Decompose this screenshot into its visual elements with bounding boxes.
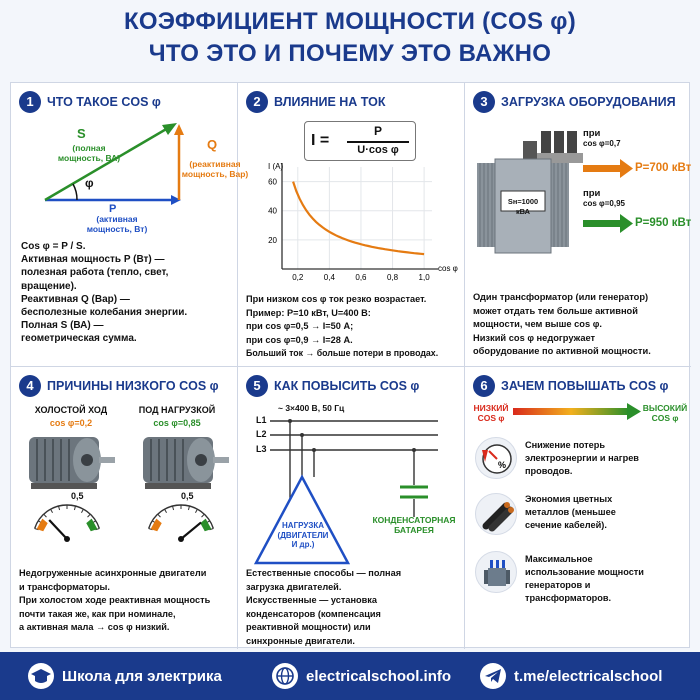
power-triangle-diagram: [11, 83, 237, 233]
p-label: P: [109, 203, 117, 215]
panel-number: 3: [473, 91, 495, 113]
phase-l3: L3: [256, 444, 267, 454]
nameplate: Sн=1000 кВА: [507, 197, 539, 216]
gauge-left-tick: [51, 509, 53, 513]
x-tick-label: 0,2: [292, 273, 304, 282]
low-cos-label: НИЗКИЙ COS φ: [473, 403, 509, 423]
case-2-power: P=950 кВт: [635, 217, 692, 229]
panel-title: ВЛИЯНИЕ НА ТОК: [274, 95, 386, 109]
gauge-left-tick: [81, 509, 83, 513]
benefit-item-3: Максимальное использование мощности генераторов и трансформаторов.: [525, 554, 644, 603]
panel-number: 4: [19, 375, 41, 397]
x-tick-label: 0,8: [386, 273, 399, 282]
panel-what-is-cos: [11, 83, 249, 366]
benefit-item-2: Экономия цветных металлов (меньшее сечение кабелей).: [525, 494, 616, 530]
y-tick-label: 60: [268, 177, 277, 187]
gauge-left-mid: 0,5: [71, 491, 84, 501]
y-tick-label: 20: [268, 235, 277, 245]
gauge-left-tick: [88, 514, 91, 517]
footer-telegram-link[interactable]: t.me/electricalschool: [480, 662, 662, 690]
graduation-cap-icon: [28, 663, 54, 689]
high-cos-label: ВЫСОКИЙ COS φ: [642, 403, 688, 423]
footer-bar: [0, 652, 700, 700]
y-tick-label: 40: [268, 206, 277, 216]
phi-label: φ: [85, 176, 94, 190]
title-line-1: КОЭФФИЦИЕНТ МОЩНОСТИ (COS φ): [123, 8, 577, 35]
gradient-arrow: [465, 367, 691, 437]
phase-l1: L1: [256, 415, 267, 425]
motor-load-icon: [143, 437, 229, 489]
panel-title: ЧТО ТАКОЕ COS φ: [47, 95, 161, 109]
gauge-left-tick: [74, 506, 75, 510]
gauge-right-tick: [188, 506, 189, 510]
transformer-icon: [475, 551, 517, 593]
load-label: НАГРУЗКА (ДВИГАТЕЛИ И др.): [277, 521, 329, 549]
capacitor-label: КОНДЕНСАТОРНАЯ БАТАРЕЯ: [372, 515, 456, 535]
s-description: (полная мощность, ВА): [57, 143, 121, 163]
panel-low-cos-causes: [11, 367, 237, 650]
y-axis-label: I (А): [268, 162, 284, 171]
footer-school[interactable]: Школа для электрика: [28, 662, 222, 690]
gauge-left-needle: [49, 520, 67, 539]
panel-title: КАК ПОВЫСИТЬ COS φ: [274, 379, 420, 393]
gauge-left-tick: [59, 506, 60, 510]
panel-body: При низком cos φ ток резко возрастает. Пример: P=10 кВт, U=400 В: при cos φ=0,5 → I=50 А; при cos φ=0,9 → I=28 А. Больший ток → больше потери в проводах.: [246, 294, 439, 358]
panel-title: ЗАЧЕМ ПОВЫШАТЬ COS φ: [501, 379, 669, 393]
panel-current-effect: [238, 83, 464, 366]
supply-label: ~ 3×400 В, 50 Гц: [278, 403, 345, 413]
panel-body: Недогруженные асинхронные двигатели и трансформаторы. При холостом ходе реактивная мощность почти такая же, как при номинале, а активная мала → cos φ низкий.: [19, 568, 211, 632]
x-tick-label: 0,6: [355, 273, 367, 282]
gauge-right-tick: [165, 509, 167, 513]
gauge-right-tick: [202, 514, 205, 517]
panel-body: Естественные способы — полная загрузка двигателей. Искусственные — установка конденсаторов (компенсация реактивной мощности) или синхронные двигатели.: [246, 568, 402, 646]
panel-title: ПРИЧИНЫ НИЗКОГО COS φ: [47, 379, 219, 393]
x-tick-label: 0,4: [323, 273, 335, 282]
s-label: S: [77, 126, 86, 141]
panel-how-to-improve: [238, 367, 464, 650]
q-description: (реактивная мощность, Вар): [181, 159, 249, 179]
gauge-right-needle: [181, 522, 201, 539]
globe-icon: [272, 663, 298, 689]
idle-label: ХОЛОСТОЙ ХОД cos φ=0,2: [34, 405, 108, 428]
case-2-label: при cos φ=0,95: [583, 188, 625, 208]
cos-gauges: [11, 487, 237, 567]
x-axis-label: cos φ: [438, 264, 458, 273]
panel-why-improve: [465, 367, 691, 650]
panel-number: 1: [19, 91, 41, 113]
panel-number: 5: [246, 375, 268, 397]
panel-equipment-load: [465, 83, 691, 366]
gauge-left-pivot: [64, 536, 70, 542]
panel-number: 2: [246, 91, 268, 113]
current-formula: I = P U·cos φ: [304, 121, 416, 161]
gauge-right-tick: [173, 506, 174, 510]
case-1-label: при cos φ=0,7: [583, 128, 621, 148]
x-tick-label: 1,0: [418, 273, 430, 282]
infographic-grid: [10, 82, 690, 648]
gauge-right-tick: [158, 514, 161, 517]
load-label: ПОД НАГРУЗКОЙ cos φ=0,85: [138, 405, 216, 428]
cable-icon: [475, 493, 517, 535]
page-title: [0, 6, 700, 70]
title-line-2: ЧТО ЭТО И ПОЧЕМУ ЭТО ВАЖНО: [148, 40, 552, 67]
gauge-left-tick: [44, 514, 47, 517]
telegram-icon: [480, 663, 506, 689]
meter-icon: [475, 437, 517, 479]
svg-text:%: %: [498, 460, 507, 470]
panel-body: Один трансформатор (или генератор) может отдать тем больше активной мощности, чем выше cos φ. Низкий cos φ недогружает оборудование по активной мощности.: [473, 292, 651, 356]
current-vs-cos-chart: [238, 161, 464, 291]
current-curve: [293, 182, 424, 255]
panel-body: Cos φ = P / S. Активная мощность P (Вт) — полезная работа (тепло, свет, вращение). Реактивная Q (Вар) — бесполезные колебания энергии. Полная S (ВА) — геометрическая сумма.: [21, 241, 188, 345]
case-1-power: P=700 кВт: [635, 162, 692, 174]
gauge-right-mid: 0,5: [181, 491, 194, 501]
benefit-item-1: Снижение потерь электроэнергии и нагрев проводов.: [525, 440, 639, 476]
panel-title: ЗАГРУЗКА ОБОРУДОВАНИЯ: [501, 95, 676, 109]
panel-number: 6: [473, 375, 495, 397]
gauge-right-tick: [195, 509, 197, 513]
phase-l2: L2: [256, 429, 267, 439]
gauge-right-pivot: [178, 536, 184, 542]
p-description: (активная мощность, Вт): [86, 214, 148, 234]
footer-site-link[interactable]: electricalschool.info: [272, 662, 451, 690]
motor-idle-icon: [29, 437, 115, 489]
q-label: Q: [207, 137, 218, 152]
